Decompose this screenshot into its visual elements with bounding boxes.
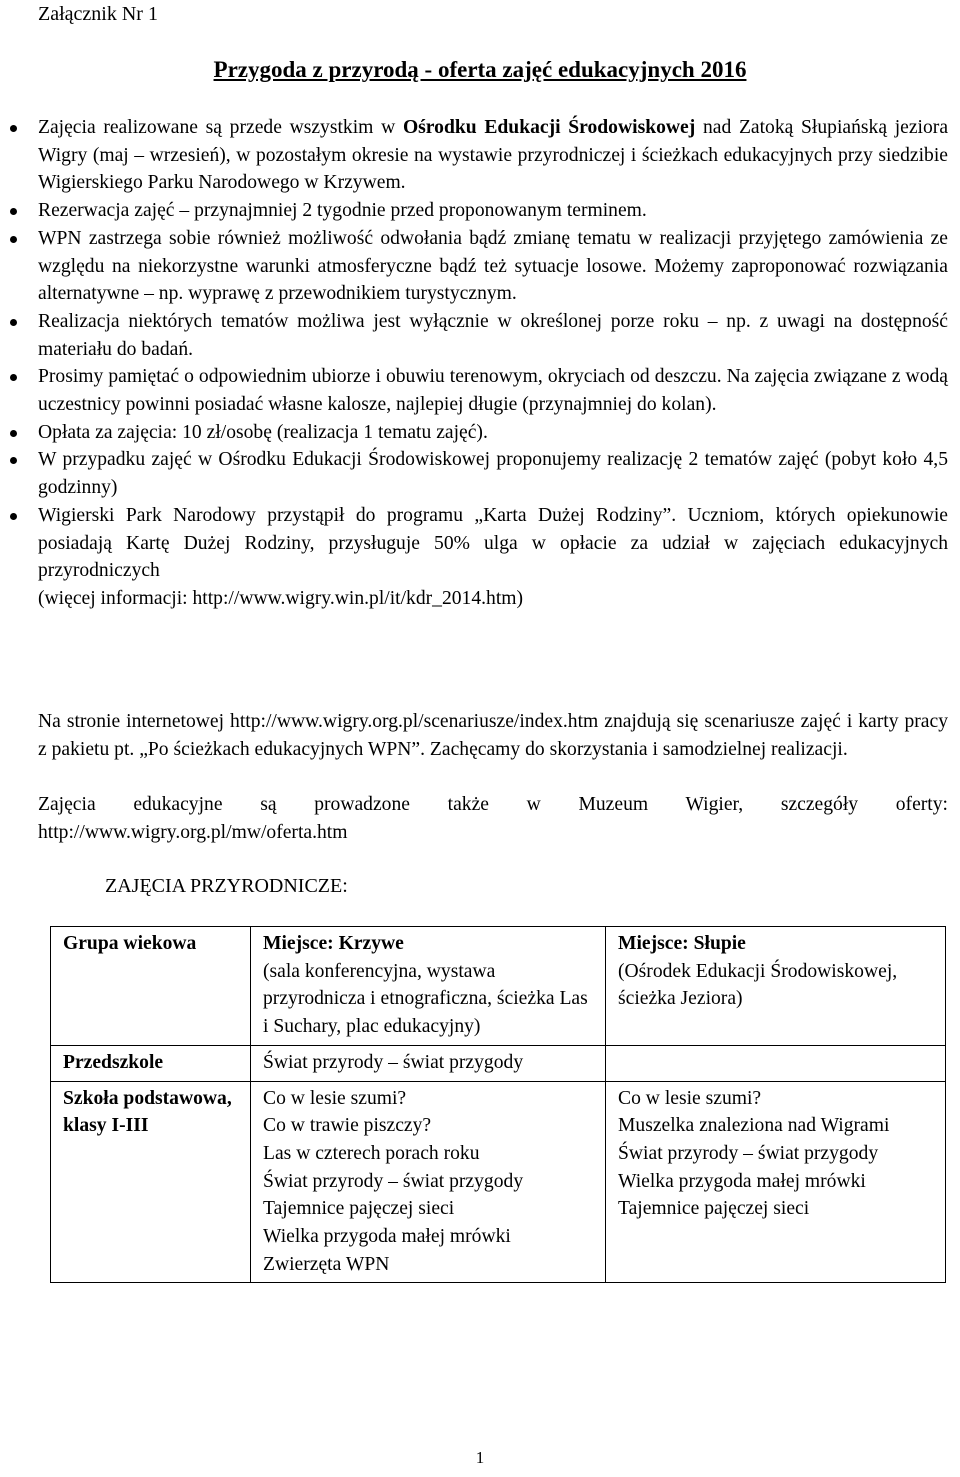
bullet-clothing: Prosimy pamiętać o odpowiednim ubiorze i obuwiu terenowym, okryciach od deszczu. Na zajęcia związane z wodą uczestnicy powinni posiadać własne kalosze, najlepiej długie (przynajmniej do kolan). (38, 363, 948, 418)
document-title: Przygoda z przyrodą - oferta zajęć edukacyjnych 2016 (213, 57, 747, 82)
bullet-icon (10, 208, 17, 215)
header-age-group: Grupa wiekowa (51, 927, 251, 1046)
bullet-location: Zajęcia realizowane są przede wszystkim w Ośrodku Edukacji Środowiskowej nad Zatoką Słupiańską jeziora Wigry (maj – wrzesień), w pozostałym okresie na wystawie przyrodniczej i ścieżkach edukacyjnych przy siedzibie Wigierskiego Parku Narodowego w Krzywem. (38, 114, 948, 197)
preschool-slupie (606, 1045, 946, 1081)
primary-krzywe: Co w lesie szumi? Co w trawie piszczy? Las w czterech porach roku Świat przyrody – świat przygody Tajemnice pajęczej sieci Wielka przygoda małej mrówki Zwierzęta WPN (251, 1081, 606, 1283)
table-row (51, 1045, 946, 1081)
header-slupie: Miejsce: Słupie (Ośrodek Edukacji Środowiskowej, ścieżka Jeziora) (606, 927, 946, 1046)
bullet-icon (10, 125, 17, 132)
scenarios-paragraph: Na stronie internetowej http://www.wigry.org.pl/scenariusze/index.htm znajdują się scenariusze zajęć i karty pracy z pakietu pt. „Po ścieżkach edukacyjnych WPN”. Zachęcamy do skorzystania i samodzielnej realizacji. (38, 711, 948, 760)
section-title: ZAJĘCIA PRZYRODNICZE: (105, 875, 348, 897)
info-bullet-list (38, 114, 948, 613)
bullet-icon (10, 236, 17, 243)
header-krzywe: Miejsce: Krzywe (sala konferencyjna, wystawa przyrodnicza i etnograficzna, ścieżka Las i Suchary, plac edukacyjny) (251, 927, 606, 1046)
museum-paragraph: Zajęcia edukacyjne są prowadzone także w Muzeum Wigier, szczegóły oferty: http://www.wigry.org.pl/mw/oferta.htm (38, 794, 948, 843)
bullet-duration: W przypadku zajęć w Ośrodku Edukacji Środowiskowej proponujemy realizację 2 tematów zajęć (pobyt koło 4,5 godzinny) (38, 446, 948, 501)
bullet-cancellation: WPN zastrzega sobie również możliwość odwołania bądź zmianę tematu w realizacji przyjętego zamówienia ze względu na niekorzystne warunki atmosferyczne bądź też sytuacje losowe. Możemy zaproponować rozwiązania alternatywne – np. wyprawę z przewodnikiem turystycznym. (38, 225, 948, 308)
bullet-season: Realizacja niektórych tematów możliwa jest wyłącznie w określonej porze roku – np. z uwagi na dostępność materiału do badań. (38, 308, 948, 363)
bullet-icon (10, 374, 17, 381)
group-preschool: Przedszkole (51, 1045, 251, 1081)
primary-slupie: Co w lesie szumi? Muszelka znaleziona nad Wigrami Świat przyrody – świat przygody Wielka przygoda małej mrówki Tajemnice pajęczej sieci (606, 1081, 946, 1283)
table-header-row (51, 927, 946, 1046)
bullet-reservation: Rezerwacja zajęć – przynajmniej 2 tygodnie przed proponowanym terminem. (38, 197, 948, 225)
bold-location-name: Ośrodku Edukacji Środowiskowej (402, 117, 696, 138)
group-primary: Szkoła podstawowa, klasy I-III (51, 1081, 251, 1283)
bullet-family-card: Wigierski Park Narodowy przystąpił do programu „Karta Dużej Rodziny”. Uczniom, których opiekunowie posiadają Kartę Dużej Rodziny, przysługuje 50% ulga w opłacie za udział w zajęciach edukacyjnych przyrodniczych (więcej informacji: http://www.wigry.win.pl/it/kdr_2014.htm) (38, 502, 948, 613)
annex-label: Załącznik Nr 1 (38, 3, 158, 25)
bullet-icon (10, 457, 17, 464)
activities-table (50, 926, 946, 1283)
bullet-icon (10, 513, 17, 520)
bullet-fee: Opłata za zajęcia: 10 zł/osobę (realizacja 1 tematu zajęć). (38, 419, 948, 447)
bullet-icon (10, 319, 17, 326)
preschool-krzywe: Świat przyrody – świat przygody (251, 1045, 606, 1081)
table-row (51, 1081, 946, 1283)
bullet-icon (10, 430, 17, 437)
page-number: 1 (475, 1448, 485, 1467)
family-card-link[interactable]: (więcej informacji: http://www.wigry.win.pl/it/kdr_2014.htm) (38, 587, 524, 609)
